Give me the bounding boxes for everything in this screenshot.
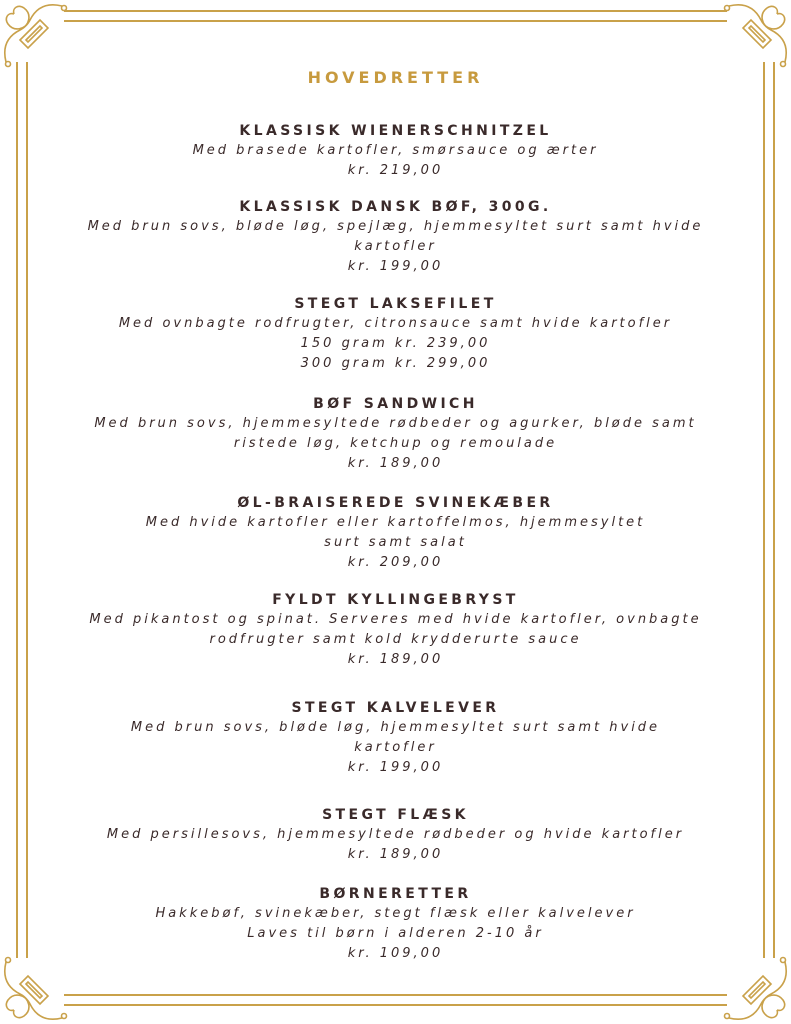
dish-price: kr. 189,00 bbox=[347, 652, 444, 667]
dish-kyllingebryst bbox=[60, 590, 731, 670]
dish-description: kartofler bbox=[354, 740, 437, 755]
dish-name: KLASSISK DANSK BØF, 300G. bbox=[239, 199, 552, 215]
dish-description: rodfrugter samt kold krydderurte sauce bbox=[209, 632, 582, 647]
dish-description: Med ovnbagte rodfrugter, citronsauce samt hvide kartofler bbox=[118, 316, 673, 331]
dish-description: surt samt salat bbox=[324, 535, 467, 550]
dish-description: Med pikantost og spinat. Serveres med hvide kartofler, ovnbagte bbox=[89, 612, 702, 627]
dish-price: kr. 189,00 bbox=[347, 847, 444, 862]
frame-left-inner bbox=[26, 62, 28, 958]
dish-name: STEGT FLÆSK bbox=[322, 807, 469, 823]
dish-description: Med persillesovs, hjemmesyltede rødbeder og hvide kartofler bbox=[106, 827, 685, 842]
frame-right-inner bbox=[763, 62, 765, 958]
dish-description: kartofler bbox=[354, 239, 437, 254]
dish-name: BØF SANDWICH bbox=[313, 396, 478, 412]
dish-wienerschnitzel bbox=[60, 121, 731, 181]
dish-price: 300 gram kr. 299,00 bbox=[300, 356, 491, 371]
dish-price: kr. 199,00 bbox=[347, 760, 444, 775]
dish-price: kr. 219,00 bbox=[347, 163, 444, 178]
dish-description: Med brun sovs, bløde løg, spejlæg, hjemmesyltet surt samt hvide bbox=[87, 219, 704, 234]
dish-price: kr. 189,00 bbox=[347, 456, 444, 471]
dish-svinekaeber bbox=[60, 493, 731, 573]
corner-ornament-bottom-right-icon bbox=[721, 954, 791, 1024]
dish-price: kr. 109,00 bbox=[347, 946, 444, 961]
dish-flaesk bbox=[60, 805, 731, 865]
dish-name: STEGT KALVELEVER bbox=[291, 700, 500, 716]
dish-description: Med brasede kartofler, smørsauce og ærter bbox=[192, 143, 599, 158]
frame-top-outer bbox=[64, 10, 727, 12]
menu-title: HOVEDRETTER bbox=[307, 68, 484, 87]
corner-ornament-bottom-left-icon bbox=[0, 954, 70, 1024]
corner-ornament-top-right-icon bbox=[721, 0, 791, 70]
dish-name: FYLDT KYLLINGEBRYST bbox=[272, 592, 519, 608]
dish-price: kr. 209,00 bbox=[347, 555, 444, 570]
dish-boef-sandwich bbox=[60, 394, 731, 474]
dish-description: ristede løg, ketchup og remoulade bbox=[233, 436, 558, 451]
dish-name: STEGT LAKSEFILET bbox=[294, 296, 497, 312]
dish-name: ØL-BRAISEREDE SVINEKÆBER bbox=[237, 495, 554, 511]
dish-laksefilet bbox=[60, 294, 731, 374]
frame-left-outer bbox=[16, 62, 18, 958]
dish-name: BØRNERETTER bbox=[319, 886, 472, 902]
dish-price: kr. 199,00 bbox=[347, 259, 444, 274]
frame-bottom-outer bbox=[64, 1004, 727, 1006]
dish-description: Laves til børn i alderen 2-10 år bbox=[247, 926, 544, 941]
dish-description: Hakkebøf, svinekæber, stegt flæsk eller kalvelever bbox=[155, 906, 636, 921]
frame-top-inner bbox=[64, 20, 727, 22]
dish-price: 150 gram kr. 239,00 bbox=[300, 336, 491, 351]
dish-description: Med brun sovs, hjemmesyltede rødbeder og agurker, bløde samt bbox=[94, 416, 697, 431]
dish-kalvelever bbox=[60, 698, 731, 778]
frame-right-outer bbox=[773, 62, 775, 958]
frame-bottom-inner bbox=[64, 994, 727, 996]
dish-boerneretter bbox=[60, 884, 731, 964]
dish-name: KLASSISK WIENERSCHNITZEL bbox=[239, 123, 552, 139]
corner-ornament-top-left-icon bbox=[0, 0, 70, 70]
dish-description: Med hvide kartofler eller kartoffelmos, hjemmesyltet bbox=[145, 515, 646, 530]
dish-description: Med brun sovs, bløde løg, hjemmesyltet surt samt hvide bbox=[130, 720, 661, 735]
dish-dansk-boef bbox=[60, 197, 731, 277]
